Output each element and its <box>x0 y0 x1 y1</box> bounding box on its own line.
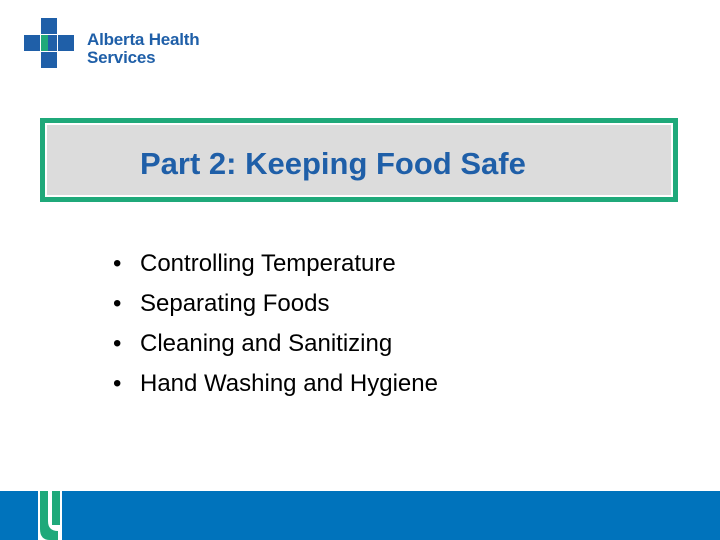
bullet-text: Hand Washing and Hygiene <box>140 370 438 397</box>
bullet-text: Cleaning and Sanitizing <box>140 330 393 357</box>
logo-line-1: Alberta Health <box>87 30 200 49</box>
list-item <box>113 284 438 324</box>
logo-line-2: Services <box>87 48 156 67</box>
bullet-dot: • <box>113 330 122 357</box>
ahs-logo <box>24 18 214 74</box>
bullet-dot: • <box>113 370 122 397</box>
slide-title: Part 2: Keeping Food Safe <box>140 146 526 181</box>
footer-band <box>0 491 720 540</box>
list-item <box>113 324 438 364</box>
bullet-dot: • <box>113 290 122 317</box>
title-frame <box>40 118 678 202</box>
bullet-text: Separating Foods <box>140 290 330 317</box>
list-item <box>113 244 438 284</box>
bullet-text: Controlling Temperature <box>140 250 396 277</box>
bullet-dot: • <box>113 250 122 277</box>
logo-wordmark <box>87 31 199 67</box>
title-background <box>47 125 671 195</box>
bullet-list <box>113 244 438 404</box>
ahs-cross-logo-icon <box>24 18 76 70</box>
list-item <box>113 364 438 404</box>
